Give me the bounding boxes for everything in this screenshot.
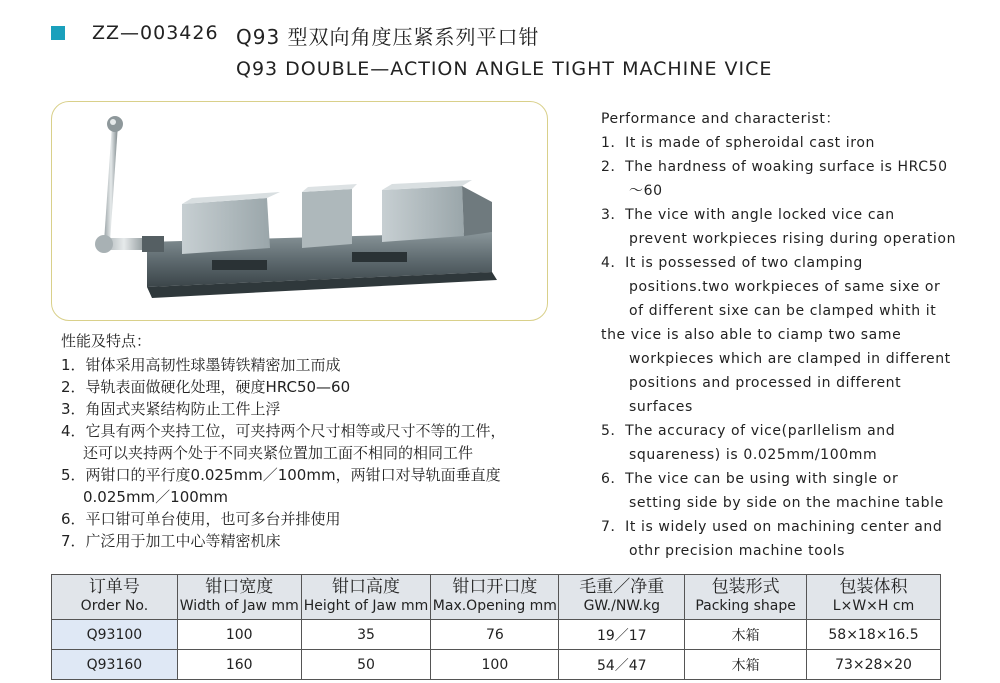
feature-en-item: of different sixe can be clamped whith it (629, 303, 937, 319)
column-header: 订单号 Order No. (52, 575, 178, 620)
table-row (52, 620, 941, 650)
title-chinese: Q93 型双向角度压紧系列平口钳 (236, 25, 540, 49)
table-cell: 100 (431, 650, 559, 680)
feature-en-item: 3．The vice with angle locked vice can (601, 207, 895, 223)
features-english (601, 107, 957, 563)
feature-en-item: othr precision machine tools (629, 543, 845, 559)
feature-en-item: ～60 (629, 183, 663, 199)
feature-en-item: 7．It is widely used on machining center and (601, 519, 943, 535)
table-cell: 76 (431, 620, 559, 650)
column-header: 钳口开口度 Max.Opening mm (431, 575, 559, 620)
feature-en-item: prevent workpieces rising during operation (629, 231, 957, 247)
column-header: 毛重／净重 GW./NW.kg (559, 575, 685, 620)
feature-en-item: 5．The accuracy of vice(parllelism and (601, 423, 896, 439)
table-cell: 木箱 (685, 650, 807, 680)
feature-cn-item: 2．导轨表面做硬化处理，硬度HRC50—60 (61, 378, 351, 396)
order-number-cell: Q93100 (52, 620, 178, 650)
table-cell: 58×18×16.5 (807, 620, 941, 650)
feature-en-item: positions and processed in different (629, 375, 902, 391)
feature-cn-item: 还可以夹持两个处于不同夹紧位置加工面不相同的相同工件 (83, 444, 474, 462)
feature-en-item: squareness) is 0.025mm/100mm (629, 447, 878, 463)
features-cn-heading: 性能及特点： (61, 332, 152, 350)
column-header: 包装形式 Packing shape (685, 575, 807, 620)
feature-cn-item: 5．两钳口的平行度0.025mm／100mm，两钳口对导轨面垂直度 (61, 466, 501, 484)
column-header: 钳口高度 Height of Jaw mm (301, 575, 431, 620)
feature-cn-item: 1．钳体采用高韧性球墨铸铁精密加工而成 (61, 356, 341, 374)
table-row (52, 650, 941, 680)
feature-en-item: 2．The hardness of woaking surface is HRC50 (601, 159, 948, 175)
vice-illustration (52, 102, 547, 320)
table-header-row (52, 575, 941, 620)
feature-en-item: 1．It is made of spheroidal cast iron (601, 135, 875, 151)
table-cell: 73×28×20 (807, 650, 941, 680)
feature-en-item: the vice is also able to ciamp two same (601, 327, 902, 343)
feature-en-item: 6．The vice can be using with single or (601, 471, 899, 487)
column-header: 钳口宽度 Width of Jaw mm (177, 575, 301, 620)
order-number-cell: Q93160 (52, 650, 178, 680)
feature-en-item: setting side by side on the machine table (629, 495, 944, 511)
table-cell: 50 (301, 650, 431, 680)
feature-en-item: positions.two workpieces of same sixe or (629, 279, 941, 295)
feature-cn-item: 7．广泛用于加工中心等精密机床 (61, 532, 281, 550)
table-cell: 100 (177, 620, 301, 650)
product-photo (51, 101, 548, 321)
features-chinese (61, 330, 581, 552)
table-cell: 19／17 (559, 620, 685, 650)
features-en-heading: Performance and characterist： (601, 111, 841, 127)
feature-cn-item: 6．平口钳可单台使用，也可多台并排使用 (61, 510, 341, 528)
feature-cn-item: 0.025mm／100mm (83, 488, 229, 506)
feature-en-item: surfaces (629, 399, 693, 415)
table-cell: 160 (177, 650, 301, 680)
feature-cn-item: 4．它具有两个夹持工位，可夹持两个尺寸相等或尺寸不等的工件， (61, 422, 506, 440)
table-cell: 35 (301, 620, 431, 650)
feature-en-item: workpieces which are clamped in different (629, 351, 951, 367)
feature-en-item: 4．It is possessed of two clamping (601, 255, 863, 271)
title-english: Q93 DOUBLE—ACTION ANGLE TIGHT MACHINE VICE (236, 58, 773, 80)
section-marker (51, 26, 65, 40)
column-header: 包装体积 L×W×H cm (807, 575, 941, 620)
spec-table (51, 574, 941, 680)
feature-cn-item: 3．角固式夹紧结构防止工件上浮 (61, 400, 281, 418)
table-cell: 54／47 (559, 650, 685, 680)
table-cell: 木箱 (685, 620, 807, 650)
product-code: ZZ—003426 (92, 22, 219, 44)
